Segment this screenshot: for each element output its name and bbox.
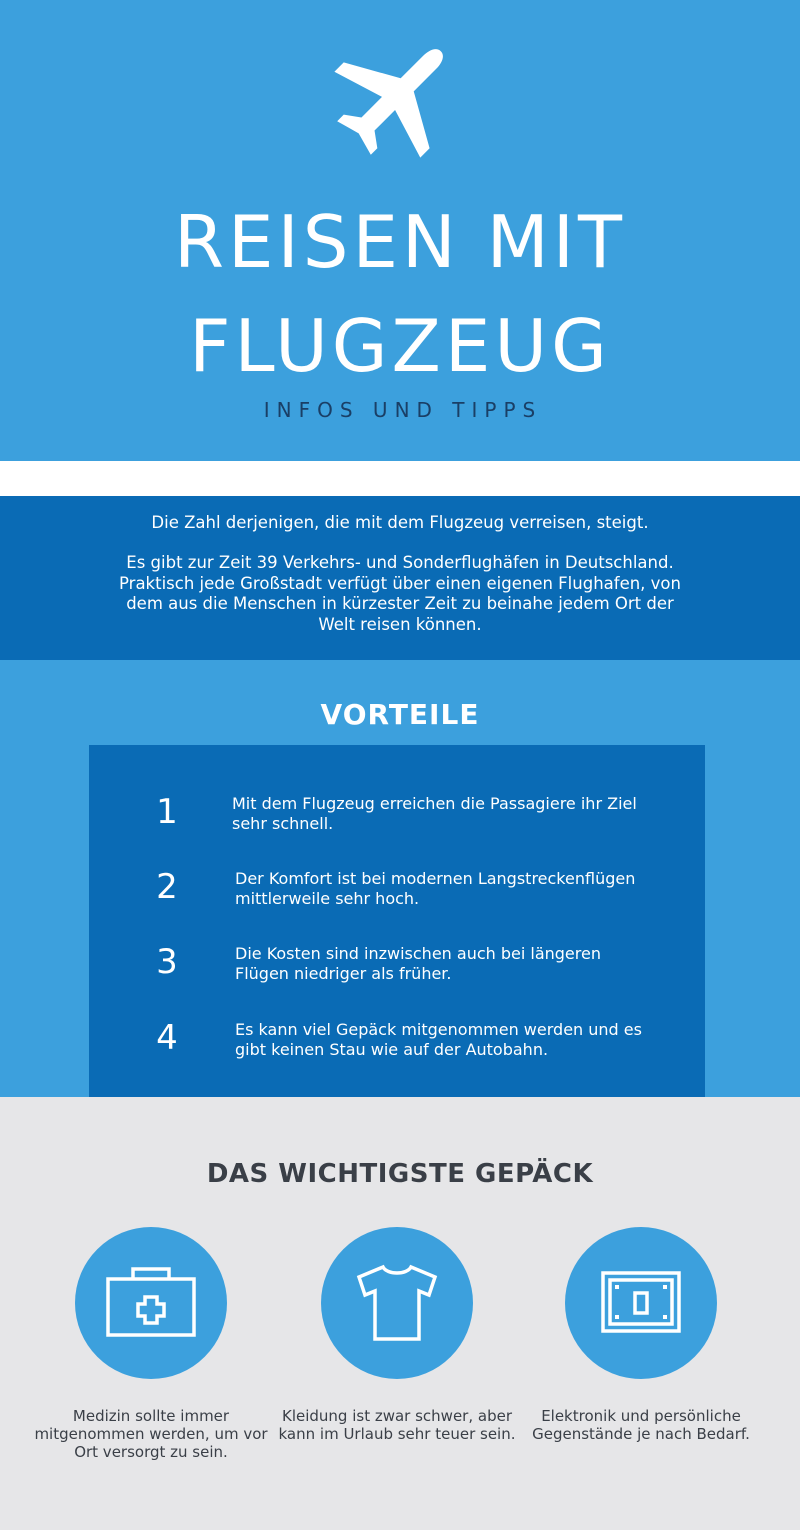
advantage-text: Mit dem Flugzeug erreichen die Passagiere ihr Ziel sehr schnell. (232, 794, 637, 833)
title-line-1: REISEN MIT (173, 200, 627, 284)
first-aid-kit-icon (75, 1227, 227, 1379)
advantage-number: 3 (156, 942, 178, 982)
advantage-item (89, 942, 705, 1002)
page-title (0, 190, 800, 398)
advantage-text: Der Komfort ist bei modernen Langstreckenflügen mittlerweile sehr hoch. (235, 869, 636, 908)
luggage-section (0, 1097, 800, 1530)
advantages-section (0, 660, 800, 1097)
luggage-item (272, 1227, 522, 1477)
advantage-number: 4 (156, 1018, 178, 1058)
advantage-text: Die Kosten sind inzwischen auch bei längeren Flügen niedriger als früher. (235, 944, 601, 983)
hero-section (0, 0, 800, 461)
advantage-item (89, 867, 705, 927)
advantage-item (89, 1018, 705, 1078)
advantages-list (89, 745, 705, 1097)
advantage-text: Es kann viel Gepäck mitgenommen werden und es gibt keinen Stau wie auf der Autobahn. (235, 1020, 642, 1059)
intro-paragraph-2: Es gibt zur Zeit 39 Verkehrs- und Sonderflughäfen in Deutschland. Praktisch jede Großstadt verfügt über einen eigenen Flughafen, von dem aus die Menschen in kürzester Zeit zu beinahe jedem Ort der Welt reisen können. (119, 553, 681, 634)
luggage-item (26, 1227, 276, 1477)
advantages-title: VORTEILE (320, 698, 480, 731)
intro-paragraph-1: Die Zahl derjenigen, die mit dem Flugzeug verreisen, steigt. (151, 513, 649, 532)
title-line-2: FLUGZEUG (189, 304, 611, 388)
airplane-icon (330, 30, 462, 162)
page-subtitle: INFOS UND TIPPS (263, 398, 543, 422)
luggage-text: Kleidung ist zwar schwer, aber kann im Urlaub sehr teuer sein. (278, 1407, 516, 1443)
advantage-number: 2 (156, 867, 178, 907)
luggage-icon-circle (565, 1227, 717, 1379)
luggage-text: Medizin sollte immer mitgenommen werden, um vor Ort versorgt zu sein. (34, 1407, 268, 1461)
luggage-icon-circle (321, 1227, 473, 1379)
luggage-text: Elektronik und persönliche Gegenstände je nach Bedarf. (532, 1407, 750, 1443)
intro-section (0, 496, 800, 660)
t-shirt-icon (321, 1227, 473, 1379)
luggage-icon-circle (75, 1227, 227, 1379)
advantage-item (89, 792, 705, 852)
power-socket-icon (565, 1227, 717, 1379)
luggage-title: DAS WICHTIGSTE GEPÄCK (206, 1159, 594, 1189)
advantage-number: 1 (156, 792, 178, 832)
luggage-item (516, 1227, 766, 1477)
